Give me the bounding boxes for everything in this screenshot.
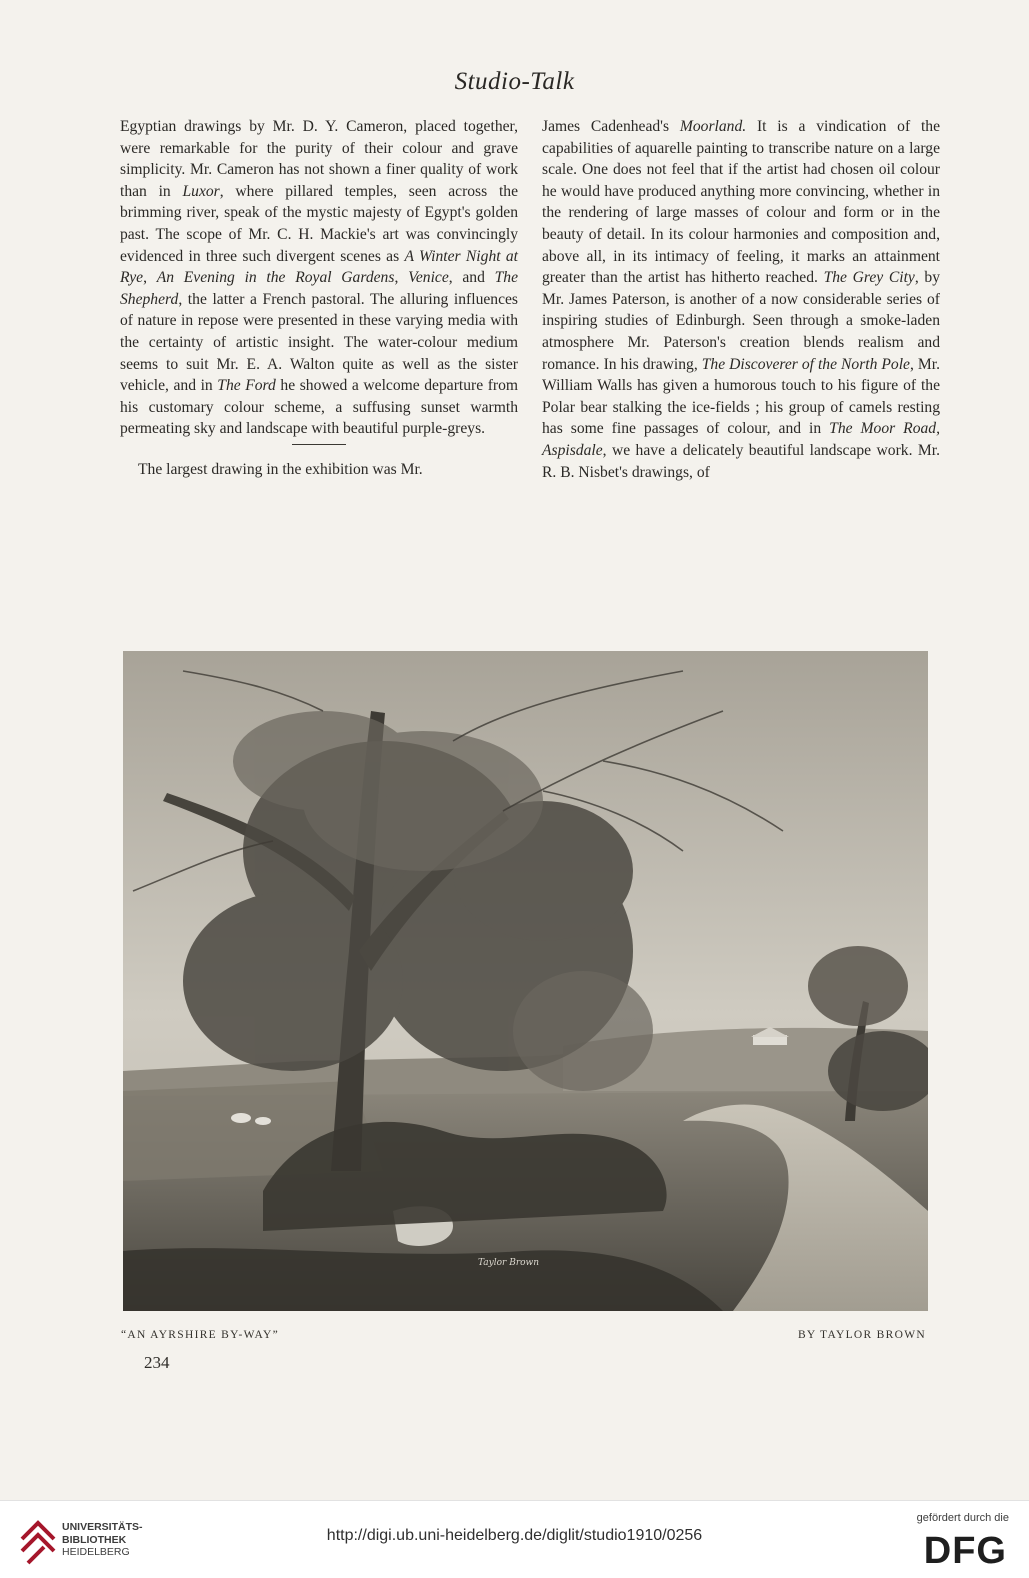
left-paragraph-1: Egyptian drawings by Mr. D. Y. Cameron, placed together, were remarkable for the purity of their colour and grave simplicity. Mr. Cameron has not shown a finer quality of work than in Luxor, where pillared temples, seen across the brimming river, speak of the mystic majesty of Egypt's golden past. The scope of Mr. C. H. Mackie's art was convincingly evidenced in three such divergent scenes as A Winter Night at Rye, An Evening in the Royal Gardens, Venice, and The Shepherd, the latter a French pastoral. The alluring influences of nature in repose were presented in these varying media with the certainty of artistic insight. The water-colour medium seems to suit Mr. E. A. Walton quite as well as the sister vehicle, and in The Ford he showed a welcome departure from his customary colour scheme, a suffusing sunset warmth permeating sky and landscape with beautiful purple-greys. bbox=[120, 118, 519, 438]
plate-caption-title: “AN AYRSHIRE BY-WAY” bbox=[121, 1329, 280, 1341]
left-paragraph-2: The largest drawing in the exhibition was Mr. bbox=[138, 460, 423, 478]
left-column bbox=[120, 116, 518, 481]
landscape-plate-image bbox=[123, 651, 928, 1311]
digitization-footer bbox=[0, 1500, 1029, 1578]
right-column bbox=[542, 116, 940, 483]
library-name: UNIVERSITÄTS- BIBLIOTHEK HEIDELBERG bbox=[62, 1521, 143, 1558]
page-number: 234 bbox=[144, 1353, 170, 1372]
plate-caption-artist: BY TAYLOR BROWN bbox=[797, 1329, 926, 1341]
plate-illustration bbox=[123, 651, 928, 1311]
running-head: Studio-Talk bbox=[454, 68, 575, 95]
artist-signature: Taylor Brown bbox=[478, 1258, 540, 1268]
source-url-link[interactable]: http://digi.ub.uni-heidelberg.de/diglit/studio1910/0256 bbox=[326, 1527, 703, 1544]
dfg-logo: DFG bbox=[923, 1530, 1007, 1572]
right-paragraph-1: James Cadenhead's Moorland. It is a vindication of the capabilities of aquarelle painting to transcribe nature on a large scale. One does not feel that if the artist had chosen oil colour he would have produced anything more convincing, whether in the rendering of large masses of colour and form or in the beauty of detail. In its colour harmonies and composition and, above all, in its intimacy of feeling, it marks an attainment greater than the artist has hitherto reached. The Grey City, by Mr. James Paterson, is another of a now considerable series of inspiring studies of Edinburgh. Seen through a smoke-laden atmosphere Mr. Paterson's creation blends realism and romance. In his drawing, The Discoverer of the North Pole, Mr. William Walls has given a humorous touch to his figure of the Polar bear stalking the ice-fields ; his group of camels resting has some fine passages of colour, and in The Moor Road, Aspisdale, we have a delicately beautiful landscape work. Mr. R. B. Nisbet's drawings, of bbox=[542, 118, 941, 481]
funded-by-label: gefördert durch die bbox=[916, 1512, 1009, 1524]
